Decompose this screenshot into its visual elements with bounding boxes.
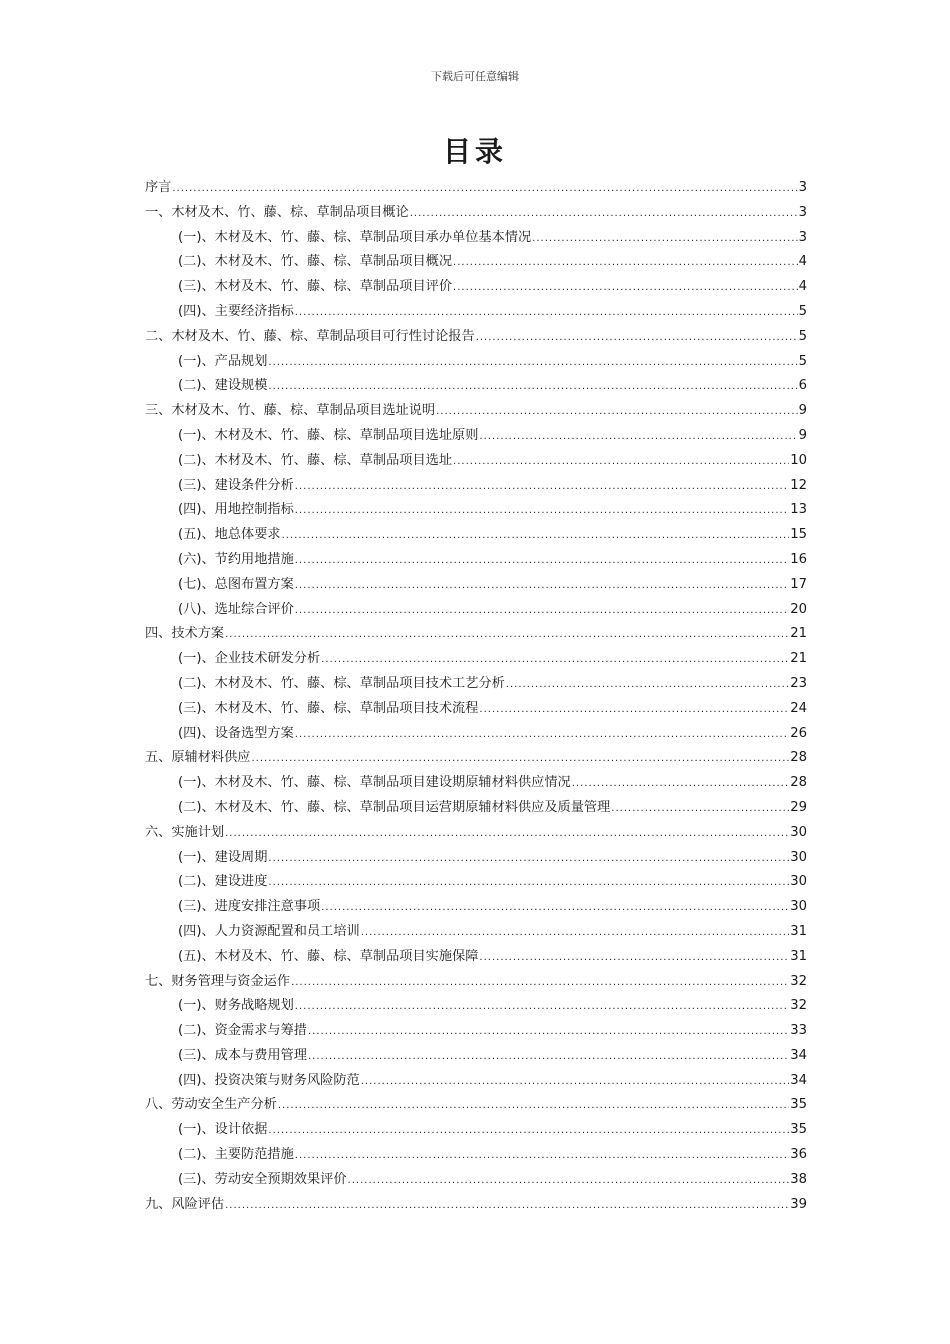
toc-leader-dots <box>479 425 797 450</box>
toc-entry-label: 三、木材及木、竹、藤、棕、草制品项目选址说明 <box>145 403 436 419</box>
toc-entry[interactable] <box>145 474 807 499</box>
toc-entry[interactable] <box>145 250 807 275</box>
toc-entry[interactable] <box>145 796 807 821</box>
toc-entry[interactable] <box>145 697 807 722</box>
toc-entry-label: (一)、木材及木、竹、藤、棕、草制品项目建设期原辅材料供应情况 <box>178 775 571 791</box>
toc-entry-label: (二)、主要防范措施 <box>178 1147 294 1163</box>
toc-leader-dots <box>295 475 789 500</box>
toc-leader-dots <box>268 1119 789 1144</box>
toc-entry-label: (二)、木材及木、竹、藤、棕、草制品项目运营期原辅材料供应及质量管理 <box>178 799 611 815</box>
toc-entry-page: 35 <box>790 1122 807 1138</box>
toc-entry-page: 35 <box>790 1097 807 1113</box>
toc-entry-label: (一)、木材及木、竹、藤、棕、草制品项目选址原则 <box>178 427 479 443</box>
toc-entry-page: 3 <box>798 229 807 245</box>
toc-entry[interactable] <box>145 598 807 623</box>
toc-entry-page: 26 <box>790 725 807 741</box>
toc-entry-label: (二)、木材及木、竹、藤、棕、草制品项目概况 <box>178 254 453 270</box>
toc-entry-page: 12 <box>790 477 807 493</box>
toc-leader-dots <box>321 648 789 673</box>
toc-leader-dots <box>572 772 789 797</box>
toc-entry-page: 34 <box>790 1047 807 1063</box>
toc-entry-page: 31 <box>790 948 807 964</box>
toc-leader-dots <box>611 797 789 822</box>
toc-entry[interactable] <box>145 300 807 325</box>
toc-leader-dots <box>268 871 789 896</box>
toc-entry-label: (三)、木材及木、竹、藤、棕、草制品项目评价 <box>178 279 453 295</box>
toc-entry-label: (一)、企业技术研发分析 <box>178 651 321 667</box>
toc-entry-page: 38 <box>790 1171 807 1187</box>
toc-entry-page: 20 <box>790 601 807 617</box>
toc-entry-page: 3 <box>798 180 807 195</box>
toc-entry-label: 序言 <box>145 180 172 195</box>
toc-title: 目录 <box>442 135 507 168</box>
toc-entry[interactable] <box>145 1069 807 1094</box>
toc-entry[interactable] <box>145 1143 807 1168</box>
toc-leader-dots <box>476 326 798 351</box>
toc-entry-page: 21 <box>790 626 807 642</box>
toc-entry[interactable] <box>145 176 807 201</box>
toc-entry-label: 四、技术方案 <box>145 626 225 642</box>
toc-leader-dots <box>295 499 789 524</box>
toc-entry-label: (四)、用地控制指标 <box>178 502 294 518</box>
toc-entry-label: (一)、木材及木、竹、藤、棕、草制品项目承办单位基本情况 <box>178 229 532 245</box>
toc-leader-dots <box>295 1144 789 1169</box>
toc-entry-page: 5 <box>798 328 807 344</box>
toc-entry-label: 七、财务管理与资金运作 <box>145 973 291 989</box>
toc-leader-dots <box>361 1070 789 1095</box>
toc-entry[interactable] <box>145 449 807 474</box>
toc-entry-page: 30 <box>790 849 807 865</box>
toc-entry[interactable] <box>145 994 807 1019</box>
toc-entry[interactable] <box>145 722 807 747</box>
toc-entry-label: (五)、地总体要求 <box>178 527 281 543</box>
toc-entry-label: (二)、木材及木、竹、藤、棕、草制品项目选址 <box>178 452 453 468</box>
toc-entry[interactable] <box>145 1044 807 1069</box>
toc-leader-dots <box>295 301 798 326</box>
toc-entry-page: 24 <box>790 700 807 716</box>
toc-entry-label: (二)、资金需求与筹措 <box>178 1023 307 1039</box>
toc-leader-dots <box>225 623 789 648</box>
toc-entry[interactable] <box>145 523 807 548</box>
toc-entry[interactable] <box>145 821 807 846</box>
toc-entry-label: (三)、建设条件分析 <box>178 477 294 493</box>
toc-leader-dots <box>252 747 790 772</box>
toc-leader-dots <box>225 822 789 847</box>
toc-entry-page: 13 <box>790 502 807 518</box>
toc-entry[interactable] <box>145 895 807 920</box>
toc-entry-label: 九、风险评估 <box>145 1196 225 1212</box>
toc-entry[interactable] <box>145 1093 807 1118</box>
toc-entry[interactable] <box>145 573 807 598</box>
toc-entry-page: 34 <box>790 1072 807 1088</box>
toc-entry-label: (四)、人力资源配置和员工培训 <box>178 923 360 939</box>
toc-entry-label: 五、原辅材料供应 <box>145 750 251 766</box>
toc-leader-dots <box>295 549 789 574</box>
toc-entry[interactable] <box>145 746 807 771</box>
toc-entry-label: (五)、木材及木、竹、藤、棕、草制品项目实施保障 <box>178 948 479 964</box>
toc-entry-label: 二、木材及木、竹、藤、棕、草制品项目可行性讨论报告 <box>145 328 475 344</box>
toc-entry-label: (六)、节约用地措施 <box>178 551 294 567</box>
toc-entry-label: (三)、成本与费用管理 <box>178 1047 307 1063</box>
toc-entry-page: 4 <box>798 254 807 270</box>
toc-entry-page: 30 <box>790 824 807 840</box>
toc-entry[interactable] <box>145 201 807 226</box>
toc-entry-label: (三)、木材及木、竹、藤、棕、草制品项目技术流程 <box>178 700 479 716</box>
toc-entry-label: (四)、主要经济指标 <box>178 303 294 319</box>
toc-leader-dots <box>291 971 789 996</box>
toc-leader-dots <box>453 276 798 301</box>
toc-entry[interactable] <box>145 1118 807 1143</box>
toc-entry-page: 6 <box>798 378 807 394</box>
toc-entry-label: 一、木材及木、竹、藤、棕、草制品项目概论 <box>145 204 409 220</box>
toc-entry-label: (一)、产品规划 <box>178 353 268 369</box>
toc-leader-dots <box>295 574 789 599</box>
toc-leader-dots <box>308 1020 789 1045</box>
toc-entry-page: 31 <box>790 923 807 939</box>
toc-leader-dots <box>532 227 797 252</box>
toc-entry-page: 39 <box>790 1196 807 1212</box>
toc-leader-dots <box>295 995 789 1020</box>
toc-leader-dots <box>268 847 789 872</box>
toc-leader-dots <box>278 1094 789 1119</box>
toc-entry-page: 4 <box>798 279 807 295</box>
toc-entry-label: (二)、建设进度 <box>178 874 268 890</box>
toc-entry[interactable] <box>145 350 807 375</box>
toc-entry-label: (三)、进度安排注意事项 <box>178 899 321 915</box>
toc-entry-label: (四)、设备选型方案 <box>178 725 294 741</box>
table-of-contents <box>145 176 807 1217</box>
toc-entry-page: 28 <box>790 750 807 766</box>
toc-entry-label: (三)、劳动安全预期效果评价 <box>178 1171 347 1187</box>
toc-entry[interactable] <box>145 1019 807 1044</box>
toc-entry-label: 八、劳动安全生产分析 <box>145 1097 277 1113</box>
toc-entry[interactable] <box>145 846 807 871</box>
toc-leader-dots <box>453 251 798 276</box>
toc-leader-dots <box>268 351 797 376</box>
toc-entry-page: 29 <box>790 799 807 815</box>
toc-leader-dots <box>295 723 789 748</box>
toc-entry[interactable] <box>145 945 807 970</box>
toc-entry[interactable] <box>145 920 807 945</box>
toc-entry[interactable] <box>145 498 807 523</box>
toc-entry-page: 32 <box>790 973 807 989</box>
toc-entry-label: (四)、投资决策与财务风险防范 <box>178 1072 360 1088</box>
toc-entry-label: (一)、设计依据 <box>178 1122 268 1138</box>
toc-entry[interactable] <box>145 771 807 796</box>
toc-entry-page: 9 <box>798 427 807 443</box>
page-header-note: 下载后可任意编辑 <box>431 70 519 83</box>
toc-entry[interactable] <box>145 275 807 300</box>
toc-leader-dots <box>410 202 798 227</box>
toc-leader-dots <box>172 177 797 202</box>
toc-entry[interactable] <box>145 870 807 895</box>
toc-leader-dots <box>436 400 797 425</box>
toc-entry[interactable] <box>145 970 807 995</box>
toc-entry-page: 3 <box>798 204 807 220</box>
toc-entry[interactable] <box>145 374 807 399</box>
toc-entry-page: 30 <box>790 874 807 890</box>
toc-leader-dots <box>506 673 789 698</box>
toc-entry-page: 32 <box>790 998 807 1014</box>
toc-entry[interactable] <box>145 399 807 424</box>
toc-entry[interactable] <box>145 1193 807 1218</box>
toc-entry-page: 33 <box>790 1023 807 1039</box>
toc-entry-label: 六、实施计划 <box>145 824 225 840</box>
toc-entry[interactable] <box>145 1168 807 1193</box>
toc-leader-dots <box>479 946 789 971</box>
toc-entry-label: (八)、选址综合评价 <box>178 601 294 617</box>
toc-entry[interactable] <box>145 548 807 573</box>
toc-leader-dots <box>282 524 790 549</box>
toc-entry[interactable] <box>145 622 807 647</box>
toc-entry-page: 5 <box>798 303 807 319</box>
toc-entry-label: (二)、木材及木、竹、藤、棕、草制品项目技术工艺分析 <box>178 675 505 691</box>
toc-entry[interactable] <box>145 424 807 449</box>
toc-entry-page: 21 <box>790 651 807 667</box>
toc-entry-label: (一)、财务战略规划 <box>178 998 294 1014</box>
toc-entry-page: 10 <box>790 452 807 468</box>
toc-leader-dots <box>479 698 789 723</box>
toc-entry[interactable] <box>145 226 807 251</box>
toc-entry-page: 17 <box>790 576 807 592</box>
toc-entry-page: 23 <box>790 675 807 691</box>
toc-entry-page: 16 <box>790 551 807 567</box>
toc-leader-dots <box>225 1194 789 1219</box>
toc-leader-dots <box>268 375 797 400</box>
toc-entry-page: 5 <box>798 353 807 369</box>
toc-entry-label: (七)、总图布置方案 <box>178 576 294 592</box>
toc-leader-dots <box>308 1045 789 1070</box>
toc-entry-page: 15 <box>790 527 807 543</box>
toc-leader-dots <box>348 1169 790 1194</box>
toc-entry-page: 28 <box>790 775 807 791</box>
toc-entry-page: 36 <box>790 1147 807 1163</box>
toc-leader-dots <box>361 921 789 946</box>
toc-leader-dots <box>295 599 789 624</box>
toc-leader-dots <box>321 896 789 921</box>
toc-entry-label: (二)、建设规模 <box>178 378 268 394</box>
toc-entry-page: 9 <box>798 403 807 419</box>
toc-entry[interactable] <box>145 647 807 672</box>
toc-leader-dots <box>453 450 789 475</box>
toc-entry-label: (一)、建设周期 <box>178 849 268 865</box>
toc-entry[interactable] <box>145 672 807 697</box>
toc-entry[interactable] <box>145 325 807 350</box>
toc-entry-page: 30 <box>790 899 807 915</box>
